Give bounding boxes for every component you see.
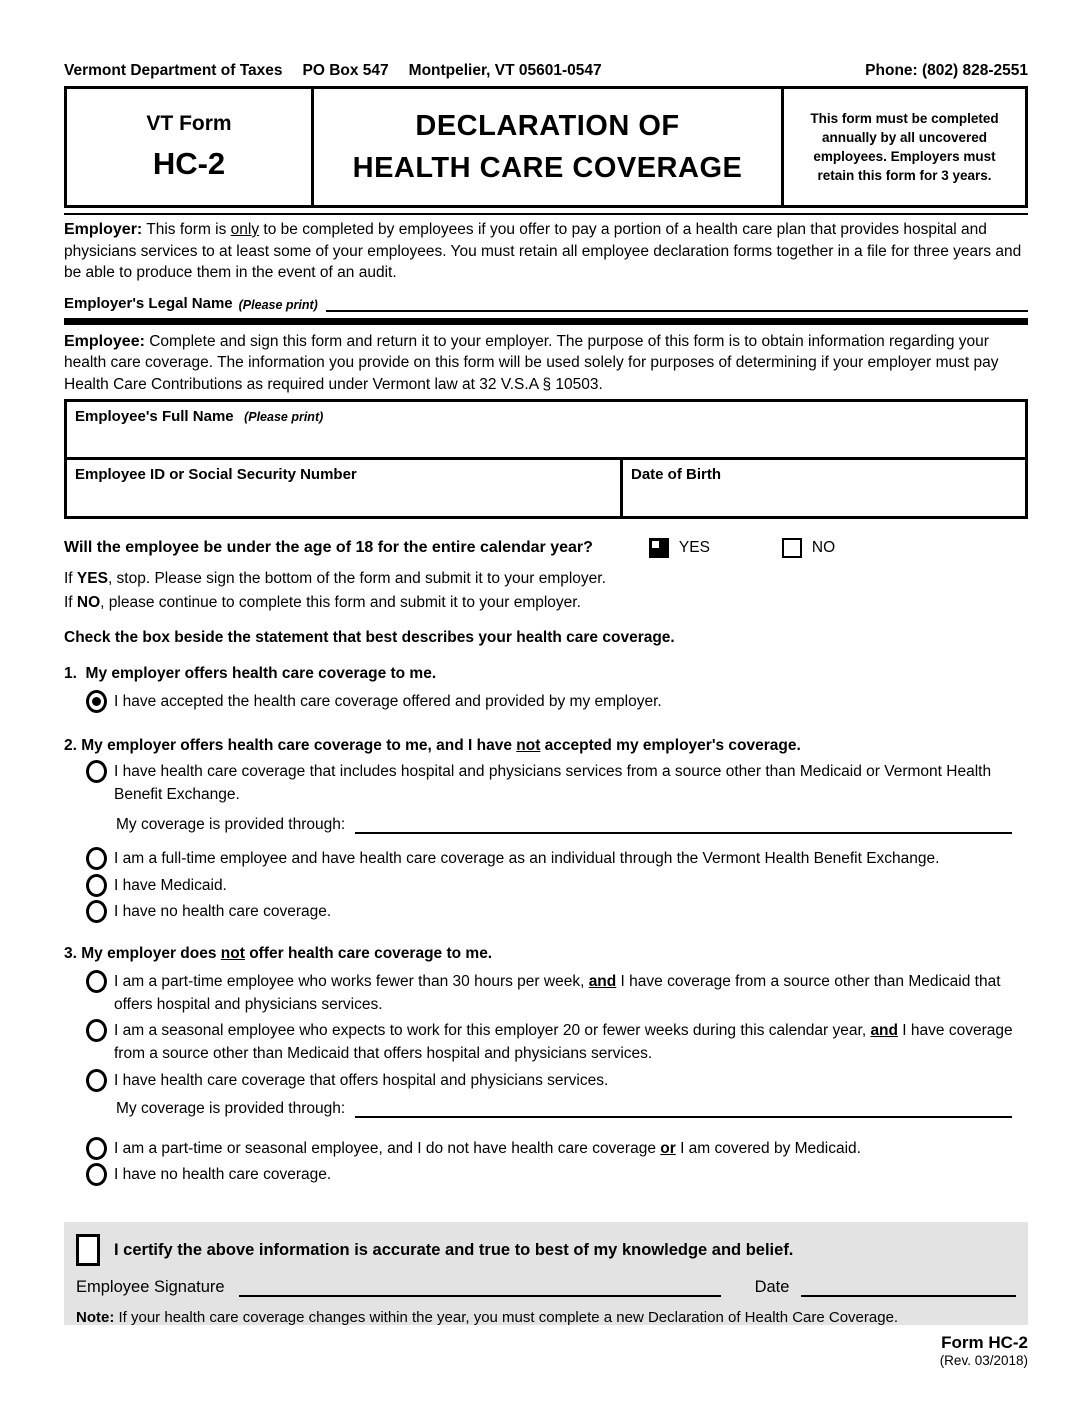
- letterhead: [64, 62, 1028, 82]
- if-yes-line: If YES, stop. Please sign the bottom of the form and submit it to your employer.: [64, 570, 606, 587]
- employee-id-label: Employee ID or Social Security Number: [75, 466, 357, 483]
- checkbox-instruction: Check the box beside the statement that best describes your health care coverage.: [64, 629, 675, 646]
- parttime-no-coverage-radio[interactable]: [86, 1137, 107, 1160]
- if-no-line: If NO, please continue to complete this form and submit it to your employer.: [64, 594, 581, 611]
- footer-revision: (Rev. 03/2018): [939, 1353, 1028, 1368]
- option-row-no-coverage-2: [86, 1162, 1028, 1186]
- employee-id-dob-row: [67, 457, 1025, 516]
- option-row-seasonal-covered: [86, 1018, 1028, 1065]
- exchange-individual-radio[interactable]: [86, 847, 107, 870]
- option-label: I have no health care coverage.: [114, 1166, 332, 1183]
- employer-legal-name-label: Employer's Legal Name: [64, 294, 233, 312]
- has-coverage-radio[interactable]: [86, 1069, 107, 1092]
- certify-row: [76, 1234, 1016, 1266]
- option-row-parttime-no-coverage: [86, 1136, 1028, 1160]
- employer-legal-name-row: [64, 290, 1028, 312]
- other-source-radio[interactable]: [86, 760, 107, 783]
- signature-label: Employee Signature: [76, 1278, 225, 1296]
- under-18-question: Will the employee be under the age of 18 for the entire calendar year?: [64, 539, 593, 556]
- employer-label: Employer:: [64, 221, 143, 238]
- option-label: I am a full-time employee and have health care coverage as an individual through the Vermont Health Benefit Exchange.: [114, 850, 940, 867]
- footer-form-id: Form HC-2: [941, 1333, 1028, 1352]
- option-label: I am a part-time or seasonal employee, and I do not have health care coverage or I am covered by Medicaid.: [114, 1140, 861, 1157]
- coverage-provider-input[interactable]: [355, 818, 1012, 834]
- under-18-question-row: [64, 537, 1028, 559]
- section3-heading: 3. My employer does not offer health care coverage to me.: [64, 945, 493, 962]
- parttime-covered-radio[interactable]: [86, 970, 107, 993]
- date-of-birth-label: Date of Birth: [631, 466, 721, 483]
- coverage-provider-row: [116, 812, 1028, 834]
- section1-heading: 1. My employer offers health care coverage to me.: [64, 665, 437, 682]
- agency-pobox: PO Box 547: [302, 62, 389, 79]
- no-coverage-radio[interactable]: [86, 900, 107, 923]
- option-label: I have no health care coverage.: [114, 903, 332, 920]
- divider-thick: [64, 318, 1028, 325]
- option-row-other-source: [86, 759, 1028, 806]
- form-title-line1: DECLARATION OF: [415, 110, 680, 142]
- option-row-exchange-individual: [86, 846, 1028, 870]
- no-checkbox[interactable]: [782, 538, 802, 558]
- question-instructions: [64, 567, 1028, 615]
- option-label: I have accepted the health care coverage offered and provided by my employer.: [114, 693, 662, 710]
- note-label: Note:: [76, 1309, 115, 1326]
- agency-address: [64, 62, 602, 80]
- agency-name: Vermont Department of Taxes: [64, 62, 283, 79]
- option-row-accepted-coverage: [86, 689, 1028, 713]
- form-number-cell: [67, 89, 314, 205]
- accepted-coverage-radio[interactable]: [86, 690, 107, 713]
- form-title-line2: HEALTH CARE COVERAGE: [352, 152, 743, 184]
- employee-full-name-label: Employee's Full Name: [75, 408, 234, 425]
- employee-instructions: Employee: Complete and sign this form and return it to your employer. The purpose of this form is to obtain information regarding your health care coverage. The information you provide on this form will be used solely for purposes of determining if your employer must pay Health Care Contributions as required under Vermont law at 32 V.S.A § 10503.: [64, 332, 1003, 393]
- option-label: I have health care coverage that includes hospital and physicians services from a source other than Medicaid or Vermont Health Benefit Exchange.: [114, 763, 992, 803]
- no-label: NO: [811, 539, 836, 556]
- certify-checkbox[interactable]: [76, 1234, 100, 1266]
- yes-checkbox[interactable]: [649, 538, 669, 558]
- option-row-parttime-covered: [86, 969, 1028, 1016]
- section2-heading: 2. My employer offers health care coverage to me, and I have not accepted my employer's coverage.: [64, 737, 801, 754]
- please-print-hint: (Please print): [238, 297, 318, 312]
- employer-instructions: Employer: This form is only to be completed by employees if you offer to pay a portion of a health care plan that provides hospital and physicians services to at least some of your employees. You must retain all employee declaration forms together in a file for three years and be able to produce them in the event of an audit.: [64, 221, 1026, 281]
- employee-label: Employee:: [64, 332, 145, 350]
- form-number: HC-2: [152, 146, 226, 181]
- option-row-medicaid: [86, 873, 1028, 897]
- form-side-note: This form must be completed annually by all uncovered employees. Employers must retain this form for 3 years.: [810, 111, 999, 183]
- seasonal-covered-radio[interactable]: [86, 1019, 107, 1042]
- medicaid-radio[interactable]: [86, 874, 107, 897]
- date-input[interactable]: [801, 1283, 1016, 1297]
- option-label: I have Medicaid.: [114, 877, 227, 894]
- employee-info-box: [64, 399, 1028, 519]
- agency-city: Montpelier, VT 05601-0547: [408, 62, 602, 79]
- form-title: [314, 89, 784, 205]
- certification-panel: [64, 1222, 1028, 1325]
- yes-label: YES: [678, 539, 710, 556]
- form-title-box: [64, 86, 1028, 208]
- signature-input[interactable]: [239, 1283, 721, 1297]
- coverage-provider-label: My coverage is provided through:: [116, 816, 346, 833]
- form-label: VT Form: [146, 112, 232, 135]
- agency-phone: Phone: (802) 828-2551: [865, 62, 1028, 79]
- no-coverage-radio-2[interactable]: [86, 1163, 107, 1186]
- coverage-provider-row: [116, 1096, 1028, 1118]
- form-footer: [64, 1333, 1028, 1368]
- coverage-provider-input[interactable]: [355, 1102, 1012, 1118]
- option-label: I have health care coverage that offers hospital and physicians services.: [114, 1072, 609, 1089]
- note-line: Note: If your health care coverage changes within the year, you must complete a new Declaration of Health Care Coverage.: [76, 1309, 899, 1326]
- please-print-hint: (Please print): [244, 410, 324, 424]
- employee-id-field[interactable]: [67, 460, 620, 516]
- employee-full-name-field[interactable]: [67, 402, 1025, 457]
- option-row-has-coverage: [86, 1068, 1028, 1092]
- date-label: Date: [754, 1278, 790, 1296]
- option-label: I am a part-time employee who works fewer than 30 hours per week, and I have coverage from a source other than Medicaid that offers hospital and physicians services.: [114, 973, 1005, 1013]
- divider-thin: [64, 213, 1028, 215]
- option-label: I am a seasonal employee who expects to work for this employer 20 or fewer weeks during this calendar year, and I have coverage from a source other than Medicaid that offers hospital and physicians services.: [114, 1022, 1017, 1062]
- certify-statement: I certify the above information is accurate and true to best of my knowledge and belief.: [114, 1240, 794, 1259]
- option-row-no-coverage: [86, 899, 1028, 923]
- employer-legal-name-input[interactable]: [326, 296, 1028, 312]
- coverage-provider-label: My coverage is provided through:: [116, 1100, 346, 1117]
- date-of-birth-field[interactable]: [620, 460, 1025, 516]
- signature-row: [76, 1278, 1016, 1297]
